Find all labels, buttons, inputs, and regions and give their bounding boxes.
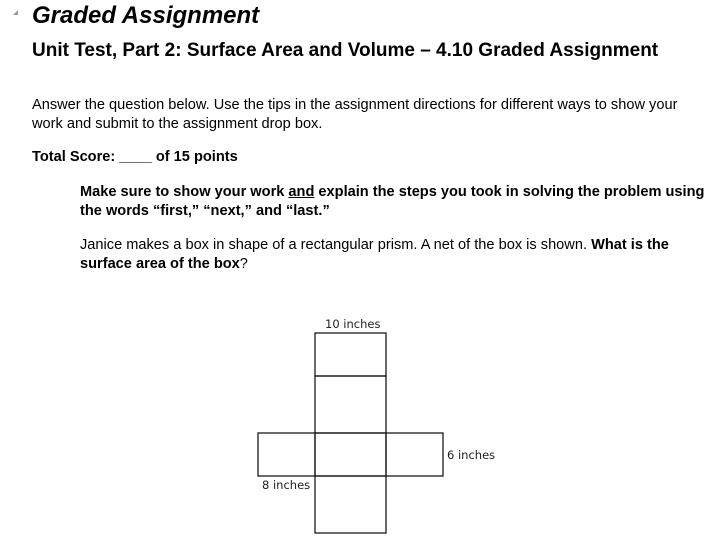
net-face-center xyxy=(315,433,386,476)
total-score: Total Score: ____ of 15 points xyxy=(32,149,238,165)
label-8-inches: 8 inches xyxy=(262,478,311,492)
question-body: Janice makes a box in shape of a rectangular prism. A net of the box is shown. xyxy=(80,237,592,253)
label-10-inches: 10 inches xyxy=(325,317,381,331)
question-end: ? xyxy=(239,256,248,272)
page-title: Graded Assignment xyxy=(32,2,260,29)
assignment-subtitle: Unit Test, Part 2: Surface Area and Volume – 4.10 Graded Assignment xyxy=(32,40,659,61)
question-bold: What is the surface area of the box xyxy=(80,237,669,272)
net-face-right xyxy=(386,433,443,476)
instructions-part1: Make sure to show your work xyxy=(80,184,289,200)
instructions-underlined-word: and xyxy=(288,184,315,200)
net-face-upper xyxy=(315,376,386,433)
net-face-bottom xyxy=(315,476,386,533)
label-6-inches: 6 inches xyxy=(447,448,496,462)
net-face-left xyxy=(258,433,315,476)
instructions-part2: explain the steps you took in solving the problem using the words “first,” “next,” and “last.” xyxy=(80,184,705,219)
intro-text: Answer the question below. Use the tips in the assignment directions for different ways to show your work and submit to the assignment drop box. xyxy=(32,97,678,132)
net-face-top xyxy=(315,333,386,376)
